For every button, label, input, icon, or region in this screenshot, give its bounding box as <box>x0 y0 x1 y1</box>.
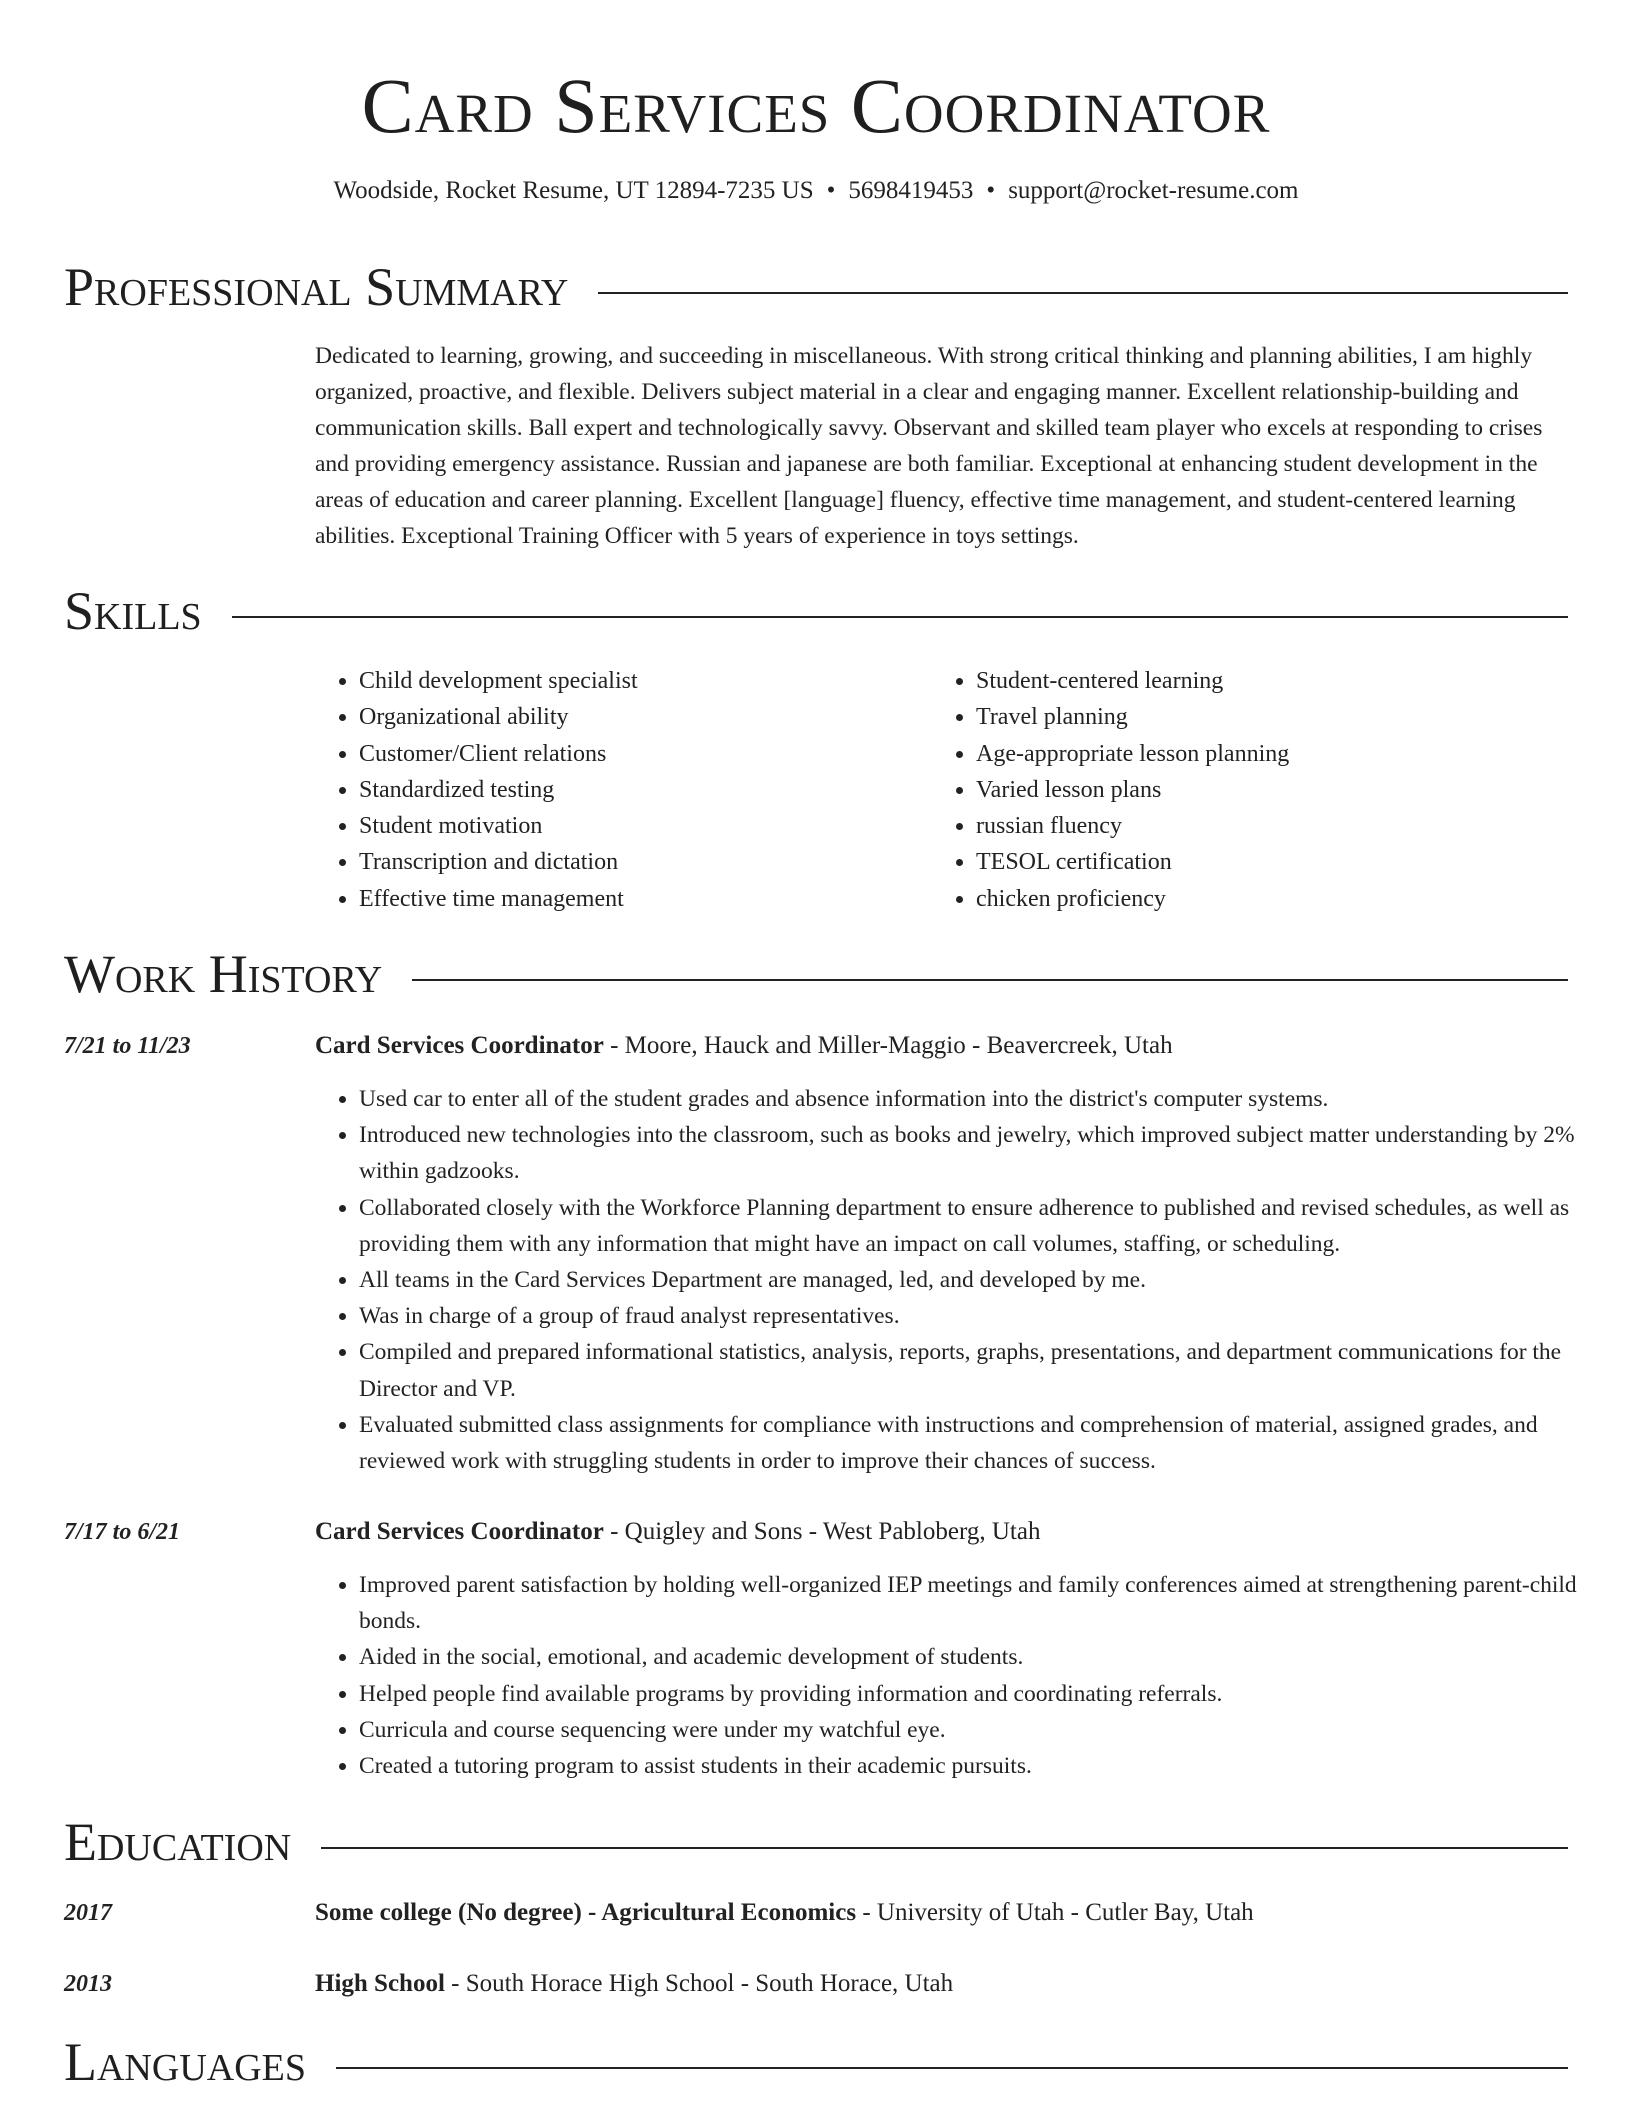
contact-email: support@rocket-resume.com <box>1008 177 1299 204</box>
education-year: 2017 <box>64 1900 112 1926</box>
job-title: Card Services Coordinator <box>315 1518 604 1545</box>
skill-item: • chicken proficiency <box>976 881 1289 917</box>
contact-address: Woodside, Rocket Resume, UT 12894-7235 US <box>333 177 814 204</box>
job-heading <box>315 1514 1570 1550</box>
contact-separator: • <box>826 177 836 204</box>
job-bullet: • Introduced new technologies into the classroom, such as books and jewelry, which improved subject matter understanding by 2% within gadzooks. <box>359 1117 1614 1189</box>
section-divider <box>64 616 1568 618</box>
skill-item: • TESOL certification <box>976 844 1289 880</box>
job-bullet: • Aided in the social, emotional, and academic development of students. <box>359 1639 1614 1675</box>
job-bullet: • Evaluated submitted class assignments for compliance with instructions and comprehension of material, assigned grades, and reviewed work with struggling students in order to improve their chances of success. <box>359 1407 1614 1479</box>
skill-item: • Age-appropriate lesson planning <box>976 736 1289 772</box>
job-bullet: • All teams in the Card Services Department are managed, led, and developed by me. <box>359 1262 1614 1298</box>
education-school-location: - South Horace High School - South Horace, Utah <box>444 1970 954 1997</box>
contact-separator: • <box>986 177 996 204</box>
skills-column-left <box>315 663 638 917</box>
section-title-skills: Skills <box>64 576 232 646</box>
contact-line <box>0 174 1632 208</box>
section-title-work: Work History <box>64 939 412 1009</box>
job-bullet: • Helped people find available programs by providing information and coordinating referrals. <box>359 1676 1614 1712</box>
job-bullet: • Curricula and course sequencing were under my watchful eye. <box>359 1712 1614 1748</box>
skill-item: • Child development specialist <box>359 663 638 699</box>
contact-phone: 5698419453 <box>848 177 974 204</box>
job-heading <box>315 1028 1570 1064</box>
education-year: 2013 <box>64 1971 112 1997</box>
languages-section-header <box>64 2027 1568 2097</box>
job-title: Card Services Coordinator <box>315 1032 604 1059</box>
skill-item: • Student motivation <box>359 808 638 844</box>
summary-text: Dedicated to learning, growing, and succeeding in miscellaneous. With strong critical thinking and planning abilities, I am highly organized, proactive, and flexible. Delivers subject material in a clear and engaging manner. Excellent relationship-building and communication skills. Ball expert and technologically savvy. Observant and skilled team player who excels at responding to crises and providing emergency assistance. Russian and japanese are both familiar. Exceptional at enhancing student development in the areas of education and career planning. Excellent [language] fluency, effective time management, and student-centered learning abilities. Exceptional Training Officer with 5 years of experience in toys settings. <box>315 343 1543 549</box>
skills-column-right <box>932 663 1289 917</box>
job-bullet: • Created a tutoring program to assist students in their academic pursuits. <box>359 1748 1614 1784</box>
job-bullet-list <box>315 1081 1614 1479</box>
skill-item: • Travel planning <box>976 699 1289 735</box>
summary-section-header <box>64 252 1568 322</box>
education-section-header <box>64 1807 1568 1877</box>
education-degree: Some college (No degree) - Agricultural Economics <box>315 1899 857 1926</box>
job-dates: 7/17 to 6/21 <box>64 1519 181 1545</box>
job-bullet: • Was in charge of a group of fraud analyst representatives. <box>359 1298 1614 1334</box>
section-title-summary: Professional Summary <box>64 252 598 322</box>
section-title-languages: Languages <box>64 2027 336 2097</box>
work-section-header <box>64 939 1568 1009</box>
skill-item: • Varied lesson plans <box>976 772 1289 808</box>
education-school-location: - University of Utah - Cutler Bay, Utah <box>856 1899 1254 1926</box>
job-bullet: • Compiled and prepared informational statistics, analysis, reports, graphs, presentations, and department communications for the Director and VP. <box>359 1334 1614 1406</box>
skill-item: • Student-centered learning <box>976 663 1289 699</box>
education-entry <box>315 1895 1570 1931</box>
job-bullet: • Improved parent satisfaction by holding well-organized IEP meetings and family conferences aimed at strengthening parent-child bonds. <box>359 1567 1614 1639</box>
job-company-location: - Moore, Hauck and Miller-Maggio - Beavercreek, Utah <box>603 1032 1173 1059</box>
job-company-location: - Quigley and Sons - West Pabloberg, Utah <box>603 1518 1041 1545</box>
job-bullet: • Used car to enter all of the student grades and absence information into the district's computer systems. <box>359 1081 1614 1117</box>
skill-item: • Transcription and dictation <box>359 844 638 880</box>
job-bullet-list <box>315 1567 1614 1784</box>
section-title-education: Education <box>64 1807 321 1877</box>
job-dates: 7/21 to 11/23 <box>64 1033 191 1059</box>
skill-item: • russian fluency <box>976 808 1289 844</box>
job-bullet: • Collaborated closely with the Workforce Planning department to ensure adherence to published and revised schedules, as well as providing them with any information that might have an impact on call volumes, staffing, or scheduling. <box>359 1190 1614 1262</box>
skill-item: • Effective time management <box>359 881 638 917</box>
education-degree: High School <box>315 1970 445 1997</box>
skills-section-header <box>64 576 1568 646</box>
education-entry <box>315 1966 1570 2002</box>
skill-item: • Customer/Client relations <box>359 736 638 772</box>
resume-name: Card Services Coordinator <box>361 62 1271 149</box>
skill-item: • Organizational ability <box>359 699 638 735</box>
skill-item: • Standardized testing <box>359 772 638 808</box>
